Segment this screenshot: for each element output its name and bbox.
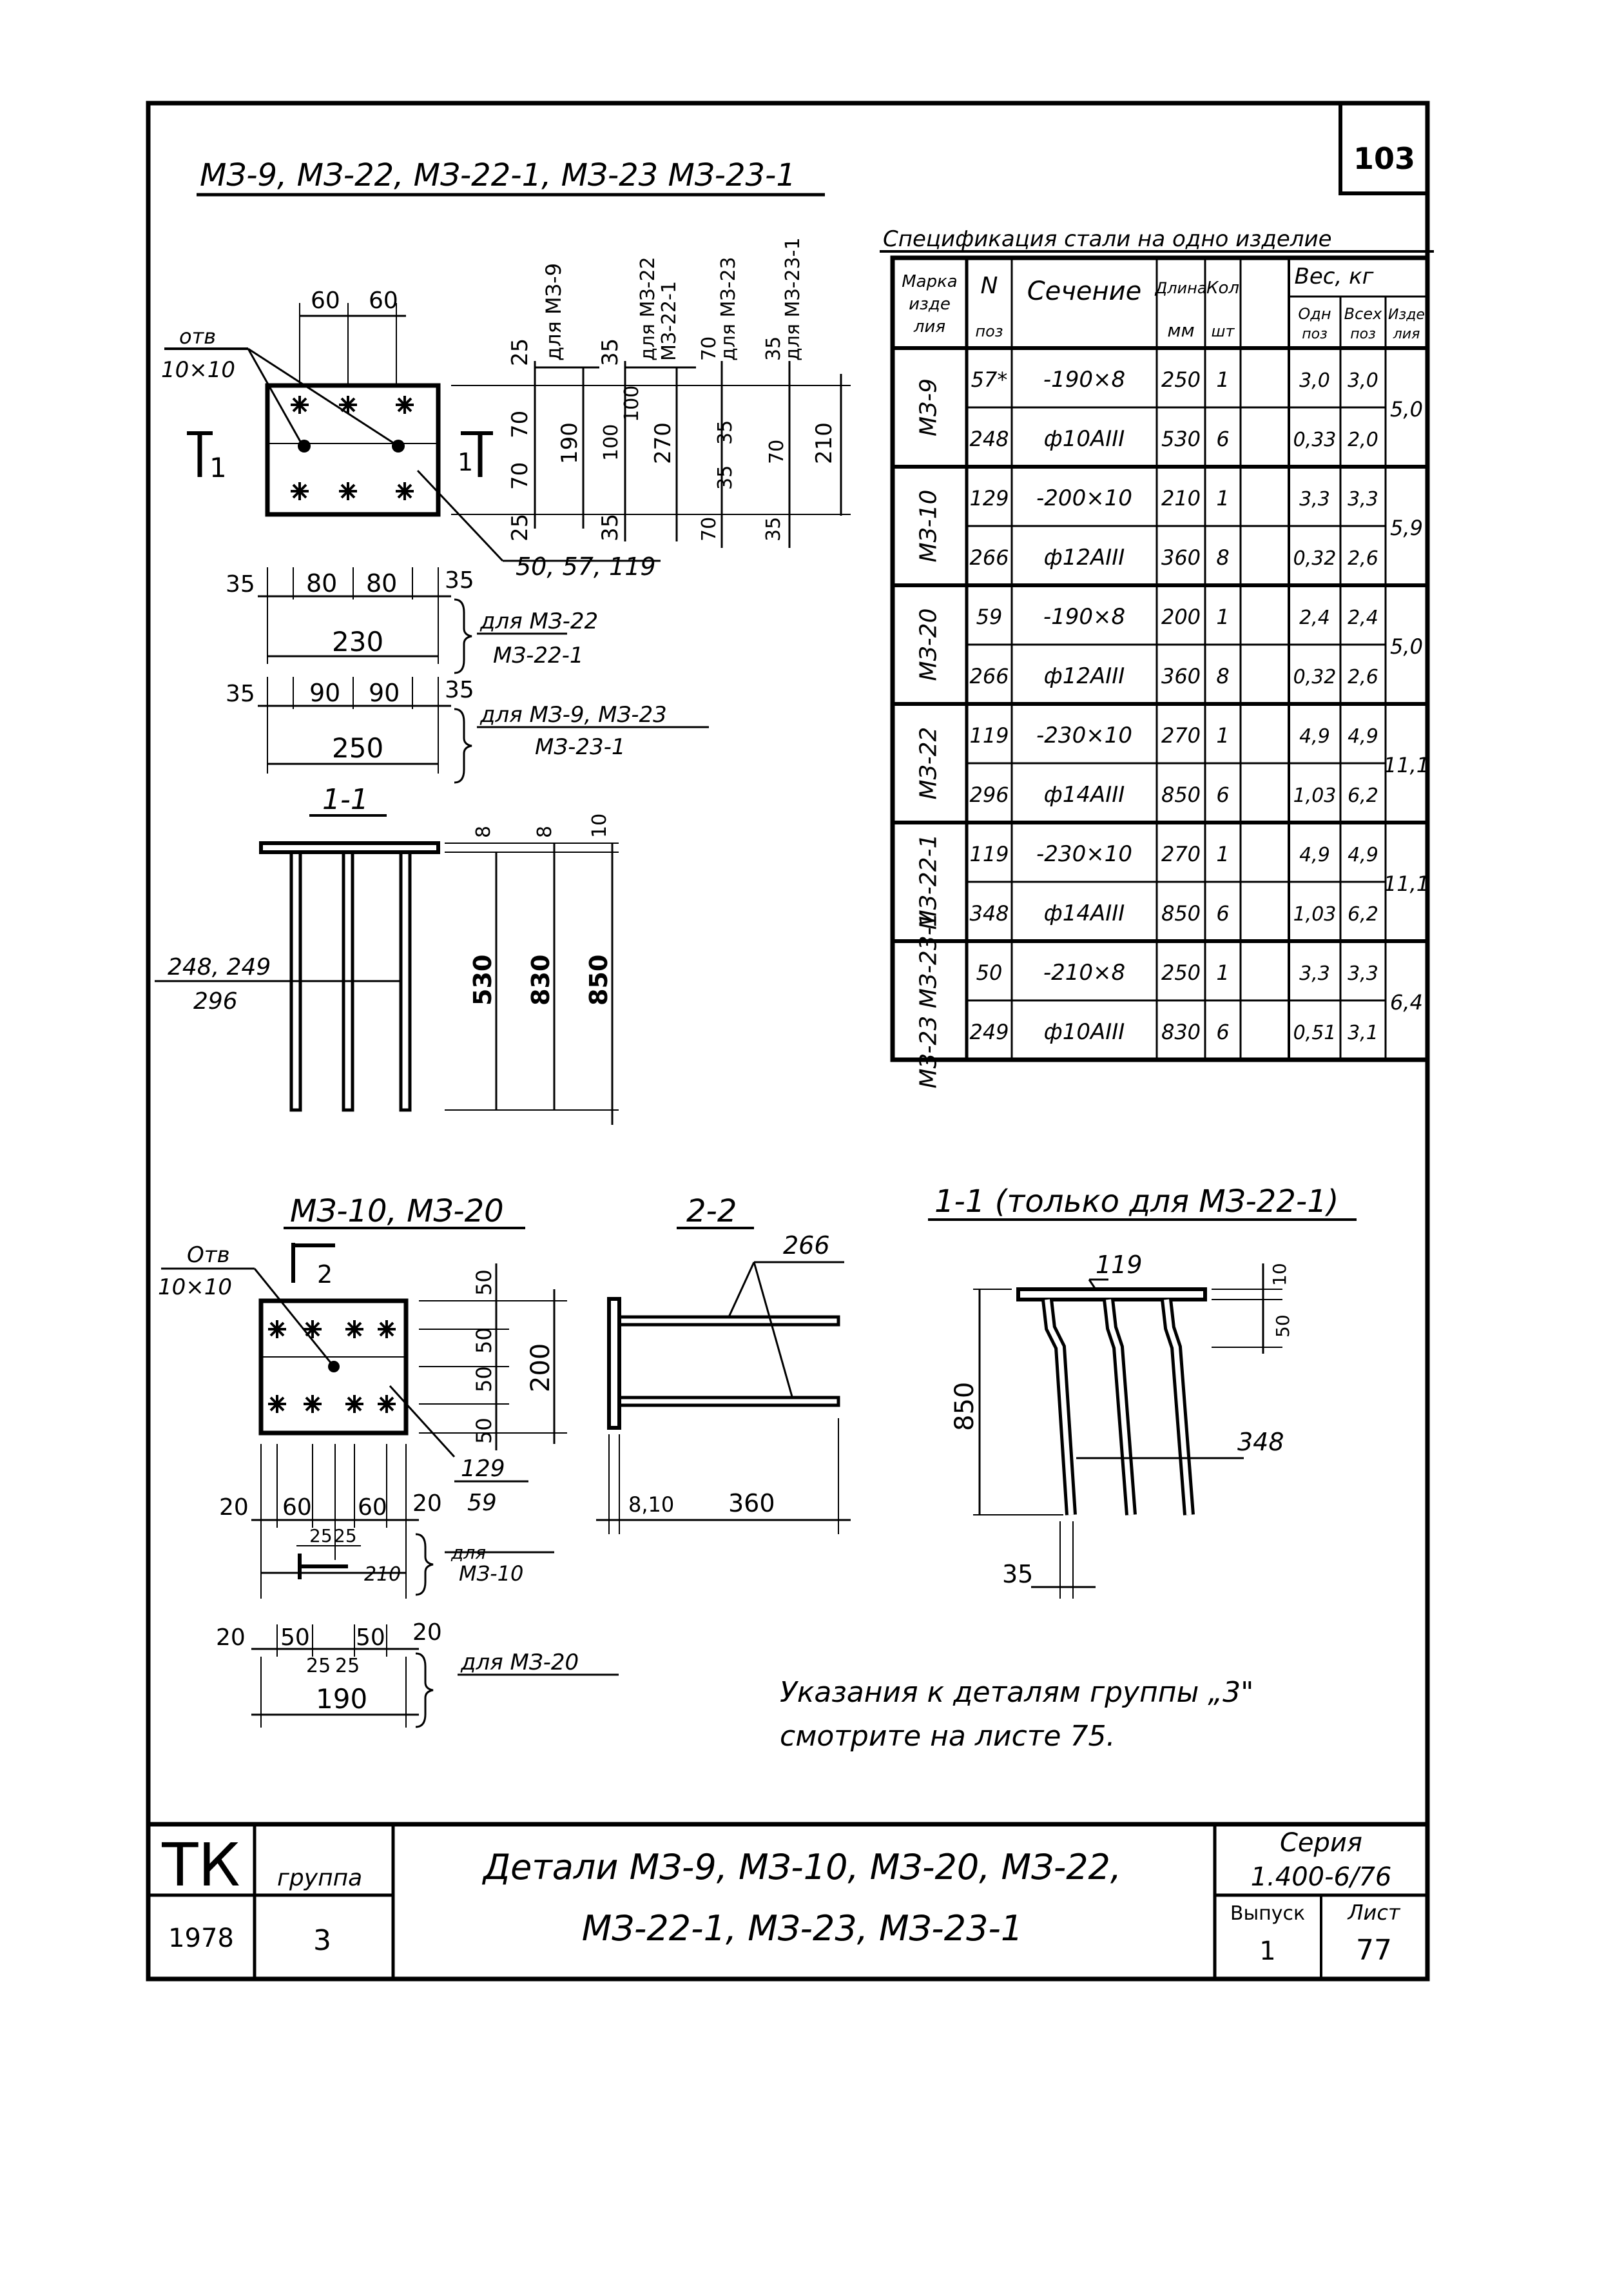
svg-text:830: 830 xyxy=(527,954,555,1006)
length-cell: 830 xyxy=(1161,1020,1201,1044)
section-1-1-mz22-1 xyxy=(928,1184,1357,1599)
dim-row-mz22 xyxy=(226,567,598,673)
length-cell: 360 xyxy=(1161,664,1201,688)
w-all-cell: 2,6 xyxy=(1348,666,1378,688)
pos-cell: 119 xyxy=(969,723,1009,748)
svg-text:для МЗ-9, МЗ-23: для МЗ-9, МЗ-23 xyxy=(480,702,667,728)
svg-text:50: 50 xyxy=(472,1269,496,1296)
svg-text:10: 10 xyxy=(588,813,611,838)
svg-text:530: 530 xyxy=(469,954,497,1006)
svg-text:70: 70 xyxy=(698,516,720,541)
section-1-1 xyxy=(155,783,619,1125)
svg-text:МЗ-23-1: МЗ-23-1 xyxy=(535,734,626,760)
svg-text:70: 70 xyxy=(766,439,788,464)
w-all-cell: 3,1 xyxy=(1348,1022,1378,1044)
svg-text:1-1: 1-1 xyxy=(322,783,369,816)
svg-text:25: 25 xyxy=(507,513,533,541)
pos-cell: 59 xyxy=(976,605,1003,629)
svg-text:для МЗ-22: для МЗ-22 xyxy=(637,257,659,361)
qty-cell: 1 xyxy=(1216,367,1230,392)
svg-text:190: 190 xyxy=(316,1683,368,1715)
svg-text:МЗ-10: МЗ-10 xyxy=(459,1561,524,1586)
svg-text:248, 249: 248, 249 xyxy=(168,954,271,980)
qty-cell: 6 xyxy=(1216,427,1230,451)
header-qty: Кол xyxy=(1206,278,1239,298)
section-cell: ф10АIII xyxy=(1043,1019,1125,1045)
item-weight-cell: 5,0 xyxy=(1390,397,1423,422)
section-cell: ф14АIII xyxy=(1043,782,1125,808)
svg-text:Серия: Серия xyxy=(1280,1828,1362,1858)
header-section: Сечение xyxy=(1027,277,1142,306)
length-cell: 850 xyxy=(1161,783,1201,807)
section-cell: ф14АIII xyxy=(1043,901,1125,926)
svg-text:Выпуск: Выпуск xyxy=(1230,1902,1306,1925)
section-cell: ф12АIII xyxy=(1043,545,1125,570)
svg-text:МЗ-10, МЗ-20: МЗ-10, МЗ-20 xyxy=(290,1193,504,1229)
w-all-cell: 2,0 xyxy=(1348,429,1378,451)
svg-text:для МЗ-9: для МЗ-9 xyxy=(541,262,566,361)
dim-row-mz20 xyxy=(216,1619,619,1728)
svg-text:90: 90 xyxy=(369,679,400,707)
hole-1 xyxy=(298,440,311,453)
svg-text:35: 35 xyxy=(226,681,255,707)
spacing-top-2: 60 xyxy=(369,287,398,314)
page-number-box xyxy=(1340,103,1427,193)
w-one-cell: 2,4 xyxy=(1299,607,1330,629)
svg-text:3: 3 xyxy=(313,1924,331,1957)
header-mark-2: изде xyxy=(909,295,951,314)
svg-text:1: 1 xyxy=(458,448,474,476)
pos-cell: 348 xyxy=(969,901,1009,926)
section-cell: -230×10 xyxy=(1036,841,1132,867)
svg-text:210: 210 xyxy=(364,1563,401,1586)
w-one-cell: 1,03 xyxy=(1293,903,1337,926)
svg-text:25: 25 xyxy=(306,1655,331,1677)
svg-text:35: 35 xyxy=(597,338,623,366)
spec-table-caption: Спецификация стали на одно изделие xyxy=(883,226,1332,252)
svg-text:для МЗ-23-1: для МЗ-23-1 xyxy=(782,237,804,361)
qty-cell: 1 xyxy=(1216,486,1230,511)
svg-text:для МЗ-22: для МЗ-22 xyxy=(480,609,599,634)
qty-cell: 1 xyxy=(1216,960,1230,985)
header-qty-unit: шт xyxy=(1211,322,1235,340)
w-one-cell: 3,0 xyxy=(1299,369,1330,392)
qty-cell: 6 xyxy=(1216,783,1230,807)
svg-text:для МЗ-23: для МЗ-23 xyxy=(717,257,740,361)
title-block xyxy=(148,1824,1427,1979)
drawing-2 xyxy=(158,1193,619,1728)
svg-text:266: 266 xyxy=(783,1231,830,1260)
svg-text:8,10: 8,10 xyxy=(628,1492,675,1517)
svg-text:для МЗ-20: для МЗ-20 xyxy=(461,1650,579,1675)
svg-text:Отв: Отв xyxy=(187,1242,230,1268)
qty-cell: 1 xyxy=(1216,605,1230,629)
w-one-cell: 0,32 xyxy=(1293,666,1337,688)
svg-text:25: 25 xyxy=(309,1525,333,1546)
svg-text:35: 35 xyxy=(762,336,785,361)
title-line-1: Детали МЗ-9, МЗ-10, МЗ-20, МЗ-22, xyxy=(483,1847,1122,1887)
item-weight-cell: 5,9 xyxy=(1390,516,1423,540)
svg-text:10: 10 xyxy=(1269,1263,1290,1286)
length-cell: 530 xyxy=(1161,427,1201,451)
title-line-2: МЗ-22-1, МЗ-23, МЗ-23-1 xyxy=(581,1908,1023,1949)
dim-column-mz23-1 xyxy=(762,237,841,548)
mark-cell: МЗ-23 МЗ-23-1 xyxy=(915,912,942,1089)
header-pos: N xyxy=(980,273,998,299)
w-all-cell: 4,9 xyxy=(1348,725,1378,748)
mark-cell: МЗ-22 xyxy=(915,726,942,800)
svg-text:8: 8 xyxy=(534,825,556,838)
section-cell: -200×10 xyxy=(1036,485,1132,511)
note xyxy=(780,1676,1253,1753)
svg-text:35: 35 xyxy=(1002,1560,1034,1588)
pos-cell: 57* xyxy=(971,367,1008,392)
length-cell: 270 xyxy=(1161,723,1201,748)
pos-cell: 50 xyxy=(976,960,1003,985)
w-one-cell: 0,51 xyxy=(1293,1022,1337,1044)
svg-text:35: 35 xyxy=(597,513,623,541)
mark-cell: МЗ-22-1 xyxy=(915,833,942,930)
svg-text:2: 2 xyxy=(317,1260,333,1289)
dim-row-mz9-mz23 xyxy=(226,677,709,783)
header-pos-2: поз xyxy=(975,322,1003,340)
svg-text:2-2: 2-2 xyxy=(686,1193,737,1229)
svg-text:1: 1 xyxy=(209,452,227,483)
w-all-cell: 2,4 xyxy=(1348,607,1378,629)
dim-column-mz9 xyxy=(507,263,599,541)
w-all-cell: 2,6 xyxy=(1348,547,1378,570)
svg-text:230: 230 xyxy=(332,626,384,658)
length-cell: 250 xyxy=(1161,367,1201,392)
length-cell: 210 xyxy=(1161,486,1201,511)
qty-cell: 1 xyxy=(1216,842,1230,866)
header-length: Длина xyxy=(1155,279,1207,297)
w-one-cell: 3,3 xyxy=(1299,962,1330,985)
svg-text:50: 50 xyxy=(472,1327,496,1354)
hole-2 xyxy=(392,440,405,453)
svg-text:296: 296 xyxy=(193,988,238,1015)
svg-text:25: 25 xyxy=(335,1655,360,1677)
svg-text:190: 190 xyxy=(557,422,583,464)
header-w-one-2: поз xyxy=(1302,326,1328,342)
qty-cell: 8 xyxy=(1216,664,1230,688)
w-all-cell: 3,3 xyxy=(1348,962,1378,985)
svg-text:50: 50 xyxy=(472,1418,496,1444)
svg-text:80: 80 xyxy=(366,569,398,598)
pos-cell: 266 xyxy=(969,545,1009,570)
w-all-cell: 4,9 xyxy=(1348,844,1378,866)
section-cell: -210×8 xyxy=(1043,960,1126,986)
svg-text:35: 35 xyxy=(226,571,255,598)
svg-text:35: 35 xyxy=(714,465,737,490)
w-all-cell: 3,3 xyxy=(1348,488,1378,511)
length-cell: 250 xyxy=(1161,960,1201,985)
length-cell: 270 xyxy=(1161,842,1201,866)
svg-text:70: 70 xyxy=(507,410,533,438)
svg-text:850: 850 xyxy=(585,954,613,1006)
svg-text:группа: группа xyxy=(277,1865,363,1891)
header-w-one: Одн xyxy=(1298,305,1331,323)
svg-text:20: 20 xyxy=(216,1624,246,1651)
svg-text:50: 50 xyxy=(472,1366,496,1392)
svg-text:20: 20 xyxy=(219,1494,249,1521)
svg-text:25: 25 xyxy=(334,1525,357,1546)
w-all-cell: 6,2 xyxy=(1348,903,1378,926)
svg-text:250: 250 xyxy=(332,732,384,764)
w-all-cell: 3,0 xyxy=(1348,369,1378,392)
header-w-item-2: лия xyxy=(1393,326,1420,342)
spacing-top-1: 60 xyxy=(311,287,340,314)
section-mark-right xyxy=(458,433,493,477)
section-cell: -190×8 xyxy=(1043,367,1126,393)
item-weight-cell: 11,1 xyxy=(1383,872,1430,896)
section-cell: ф12АIII xyxy=(1043,663,1125,689)
pos-cell: 248 xyxy=(969,427,1009,451)
svg-text:119: 119 xyxy=(1096,1251,1143,1279)
svg-text:35: 35 xyxy=(714,420,737,445)
svg-text:1978: 1978 xyxy=(168,1924,234,1953)
w-one-cell: 1,03 xyxy=(1293,784,1337,807)
svg-text:МЗ-22-1: МЗ-22-1 xyxy=(658,280,681,361)
svg-text:25: 25 xyxy=(507,338,533,366)
w-one-cell: 4,9 xyxy=(1299,844,1330,866)
svg-text:77: 77 xyxy=(1356,1934,1392,1967)
svg-text:50: 50 xyxy=(356,1624,385,1651)
header-weight: Вес, кг xyxy=(1294,264,1374,289)
pos-cell: 266 xyxy=(969,664,1009,688)
length-cell: 360 xyxy=(1161,545,1201,570)
pos-cell: 119 xyxy=(969,842,1009,866)
svg-text:35: 35 xyxy=(445,677,474,703)
section-mark-left xyxy=(187,433,227,483)
pos-cell: 249 xyxy=(969,1020,1009,1044)
org-mark: ТК xyxy=(162,1831,240,1900)
svg-text:80: 80 xyxy=(306,569,338,598)
item-weight-cell: 5,0 xyxy=(1390,634,1423,659)
mark-cell: МЗ-10 xyxy=(915,489,942,563)
item-weight-cell: 6,4 xyxy=(1390,990,1423,1015)
hole-label: отв xyxy=(179,324,217,349)
svg-text:59: 59 xyxy=(467,1490,497,1516)
svg-text:90: 90 xyxy=(309,679,341,707)
header-w-item: Изде xyxy=(1388,307,1425,323)
section-2-2 xyxy=(596,1193,851,1534)
svg-text:60: 60 xyxy=(358,1494,387,1521)
svg-text:10×10: 10×10 xyxy=(158,1274,233,1300)
drawing-1-title: МЗ-9, МЗ-22, МЗ-22-1, МЗ-23 МЗ-23-1 xyxy=(200,157,796,193)
svg-text:360: 360 xyxy=(728,1489,775,1517)
spec-table xyxy=(880,226,1434,1089)
w-one-cell: 3,3 xyxy=(1299,488,1330,511)
svg-text:100: 100 xyxy=(621,385,643,422)
section-cell: ф10АIII xyxy=(1043,426,1125,452)
header-mark-3: лия xyxy=(913,317,946,336)
hole-size-label: 10×10 xyxy=(161,357,236,383)
w-one-cell: 0,32 xyxy=(1293,547,1337,570)
svg-text:Лист: Лист xyxy=(1348,1900,1400,1925)
pos-cell: 129 xyxy=(969,486,1009,511)
pos-cell: 296 xyxy=(969,783,1009,807)
drawing-1 xyxy=(161,157,851,783)
svg-text:129: 129 xyxy=(461,1456,505,1482)
svg-text:50: 50 xyxy=(1272,1314,1293,1338)
svg-text:70: 70 xyxy=(507,462,533,490)
svg-text:35: 35 xyxy=(762,516,785,541)
dim-column-mz23 xyxy=(698,257,740,548)
section-mark-2-top xyxy=(293,1243,335,1289)
svg-text:210: 210 xyxy=(811,422,837,464)
svg-text:смотрите на листе 75.: смотрите на листе 75. xyxy=(780,1720,1116,1753)
qty-cell: 6 xyxy=(1216,901,1230,926)
header-mark: Марка xyxy=(902,272,958,291)
length-cell: 850 xyxy=(1161,901,1201,926)
header-w-all: Всех xyxy=(1344,305,1382,323)
svg-text:35: 35 xyxy=(445,567,474,594)
svg-text:850: 850 xyxy=(950,1381,980,1431)
header-w-all-2: поз xyxy=(1350,326,1376,342)
qty-cell: 6 xyxy=(1216,1020,1230,1044)
svg-text:60: 60 xyxy=(282,1494,312,1521)
svg-text:348: 348 xyxy=(1237,1428,1284,1456)
svg-text:20: 20 xyxy=(412,1619,442,1646)
section-cell: -230×10 xyxy=(1036,723,1132,748)
svg-text:8: 8 xyxy=(472,825,495,838)
leader-label-positions: 50, 57, 119 xyxy=(516,552,656,581)
svg-text:1.400-6/76: 1.400-6/76 xyxy=(1250,1862,1392,1892)
svg-text:70: 70 xyxy=(698,336,720,361)
w-one-cell: 4,9 xyxy=(1299,725,1330,748)
svg-text:100: 100 xyxy=(600,424,623,461)
section-cell: -190×8 xyxy=(1043,604,1126,630)
svg-text:270: 270 xyxy=(650,422,676,464)
svg-text:для: для xyxy=(451,1542,487,1563)
svg-text:200: 200 xyxy=(526,1343,556,1392)
header-length-unit: мм xyxy=(1167,320,1195,341)
svg-text:1-1 (только для МЗ-22-1): 1-1 (только для МЗ-22-1) xyxy=(934,1184,1339,1220)
page-number: 103 xyxy=(1353,141,1416,176)
svg-text:МЗ-22-1: МЗ-22-1 xyxy=(493,643,584,668)
w-one-cell: 0,33 xyxy=(1293,429,1337,451)
qty-cell: 8 xyxy=(1216,545,1230,570)
w-all-cell: 6,2 xyxy=(1348,784,1378,807)
length-cell: 200 xyxy=(1161,605,1201,629)
svg-text:20: 20 xyxy=(412,1490,442,1517)
qty-cell: 1 xyxy=(1216,723,1230,748)
svg-text:50: 50 xyxy=(280,1624,310,1651)
svg-text:1: 1 xyxy=(1259,1936,1276,1966)
svg-text:Указания к деталям группы „3": Указания к деталям группы „3" xyxy=(780,1676,1254,1709)
item-weight-cell: 11,1 xyxy=(1383,753,1430,777)
dim-column-mz22 xyxy=(597,257,696,541)
mark-cell: МЗ-20 xyxy=(915,608,942,681)
mark-cell: МЗ-9 xyxy=(915,378,942,437)
